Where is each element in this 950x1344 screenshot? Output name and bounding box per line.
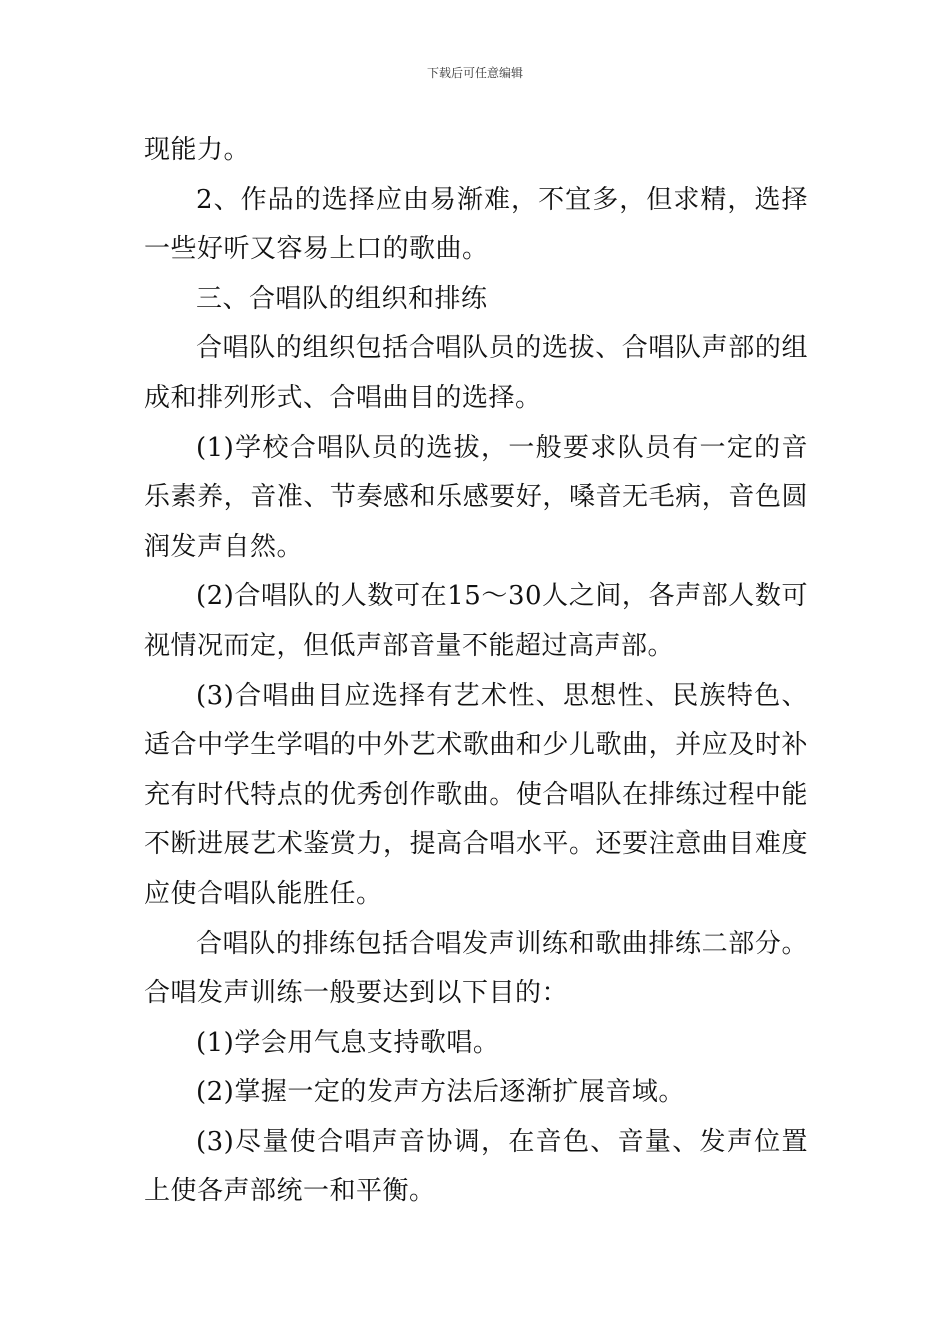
page-header-note: 下载后可任意编辑 (426, 66, 523, 80)
paragraph-2: 2、作品的选择应由易渐难，不宜多，但求精，选择一些好听又容易上口的歌曲。 (144, 184, 808, 265)
paragraph-4: 合唱队的组织包括合唱队员的选拔、合唱队声部的组成和排列形式、合唱曲目的选择。 (144, 333, 808, 413)
paragraph-5: (1)学校合唱队员的选拔，一般要求队员有一定的音乐素养，音准、节奏感和乐感要好，嗓音无毛病，音色圆润发声自然。 (144, 432, 808, 562)
section-heading: 三、合唱队的组织和排练 (196, 283, 488, 314)
paragraph-10: (2)掌握一定的发声方法后逐渐扩展音域。 (196, 1077, 685, 1108)
document-body (144, 126, 808, 1217)
paragraph-7: (3)合唱曲目应选择有艺术性、思想性、民族特色、适合中学生学唱的中外艺术歌曲和少儿歌曲，并应及时补充有时代特点的优秀创作歌曲。使合唱队在排练过程中能不断进展艺术鉴赏力，提高合唱水平。还要注意曲目难度应使合唱队能胜任。 (144, 680, 808, 909)
paragraph-6: (2)合唱队的人数可在15～30人之间，各声部人数可视情况而定，但低声部音量不能超过高声部。 (144, 581, 808, 661)
paragraph-11: (3)尽量使合唱声音协调，在音色、音量、发声位置上使各声部统一和平衡。 (144, 1126, 808, 1207)
paragraph-8: 合唱队的排练包括合唱发声训练和歌曲排练二部分。合唱发声训练一般要达到以下目的： (144, 928, 808, 1009)
paragraph-9: (1)学会用气息支持歌唱。 (196, 1027, 500, 1058)
paragraph-1: 现能力。 (144, 135, 251, 165)
